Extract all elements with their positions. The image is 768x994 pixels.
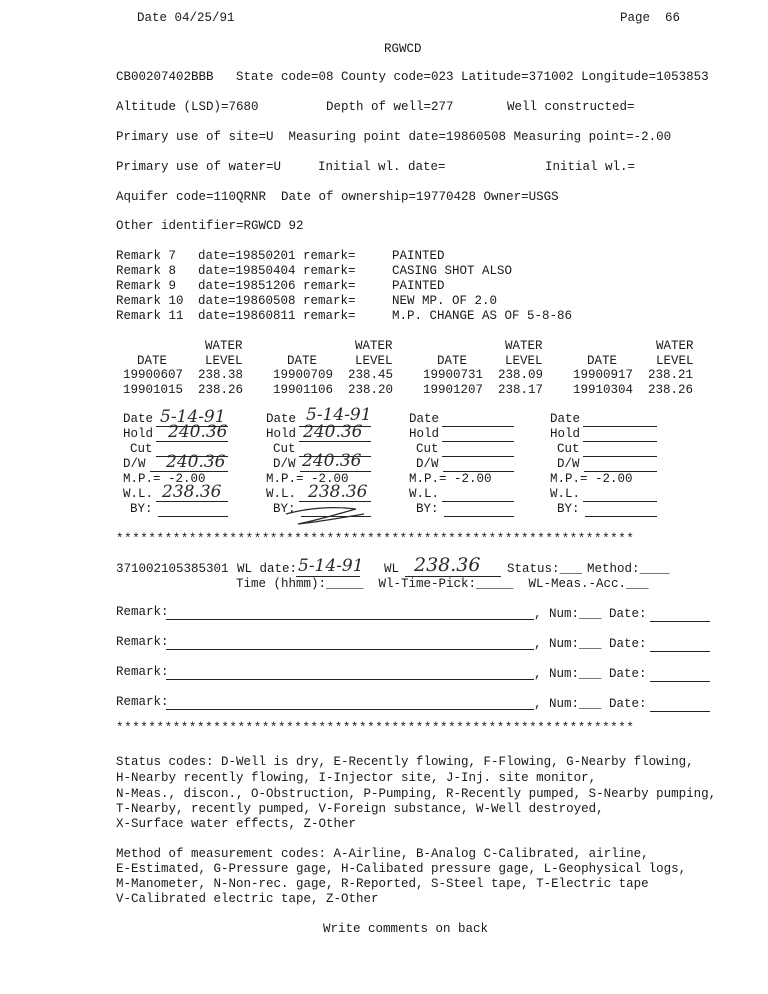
status-codes-line: H-Nearby recently flowing, I-Injector site, J-Inj. site monitor, xyxy=(116,771,597,785)
mp-label: M.P.= -2.00 xyxy=(409,472,492,486)
col-header-water: WATER xyxy=(355,339,393,353)
print-date: Date 04/25/91 xyxy=(137,11,235,25)
primary-use-water: Primary use of water=U xyxy=(116,160,282,174)
dw-label: D/W xyxy=(123,457,146,471)
agency-title: RGWCD xyxy=(384,42,422,56)
date-label: Date xyxy=(409,412,440,426)
cell-date: 19900731 xyxy=(423,368,484,382)
remark-entry-label: Remark: xyxy=(116,695,169,709)
col-header-water: WATER xyxy=(505,339,543,353)
remark-date-field[interactable] xyxy=(650,681,710,682)
cell-level: 238.17 xyxy=(498,383,544,397)
date-label: Date xyxy=(550,412,581,426)
cut-label: Cut xyxy=(416,442,439,456)
remark-date-label: Date: xyxy=(609,697,647,711)
hold-label: Hold xyxy=(123,427,154,441)
aquifer-line: Aquifer code=110QRNR Date of ownership=19770428 Owner=USGS xyxy=(116,190,559,204)
cell-level: 238.21 xyxy=(648,368,694,382)
cut-field-line[interactable] xyxy=(442,456,514,457)
hold-label: Hold xyxy=(550,427,581,441)
date-handwritten[interactable]: 5-14-91 xyxy=(160,407,226,427)
remark-num-field[interactable]: , Num:___ xyxy=(534,697,602,711)
measurement-site-id: 371002105385301 xyxy=(116,562,229,576)
remark-date: date=19860811 remark= xyxy=(198,309,356,323)
remark-date: date=19850404 remark= xyxy=(198,264,356,278)
cell-level: 238.20 xyxy=(348,383,394,397)
remark-date-label: Date: xyxy=(609,607,647,621)
remark-label: Remark 11 xyxy=(116,309,184,323)
mp-label: M.P.= -2.00 xyxy=(123,472,206,486)
cell-date: 19900607 xyxy=(123,368,184,382)
cell-level: 238.38 xyxy=(198,368,244,382)
footer-note: Write comments on back xyxy=(323,922,489,936)
wl-label: W.L. xyxy=(266,487,297,501)
remark-num-field[interactable]: , Num:___ xyxy=(534,607,602,621)
remark-text: NEW MP. OF 2.0 xyxy=(392,294,498,308)
dw-label: D/W xyxy=(416,457,439,471)
cut-field-line[interactable] xyxy=(583,456,657,457)
remark-entry-label: Remark: xyxy=(116,605,169,619)
wl-label: W.L. xyxy=(550,487,581,501)
primary-use-site: Primary use of site=U Measuring point date=19860508 Measuring point=-2.00 xyxy=(116,130,672,144)
date-field-line[interactable] xyxy=(442,426,514,427)
method-codes-line: Method of measurement codes: A-Airline, B-Analog C-Calibrated, airline, xyxy=(116,847,649,861)
remark-label: Remark 9 xyxy=(116,279,177,293)
status-codes-line: X-Surface water effects, Z-Other xyxy=(116,817,357,831)
wl-field-line[interactable] xyxy=(442,501,514,502)
remark-label: Remark 10 xyxy=(116,294,184,308)
signature-scribble xyxy=(278,500,378,530)
cell-level: 238.45 xyxy=(348,368,394,382)
remark-text: PAINTED xyxy=(392,279,445,293)
col-header-level: LEVEL xyxy=(505,354,543,368)
site-id-line: CB00207402BBB State code=08 County code=023 Latitude=371002 Longitude=1053853 xyxy=(116,70,709,84)
initial-wl: Initial wl.= xyxy=(545,160,636,174)
cell-date: 19900709 xyxy=(273,368,334,382)
wl-handwritten[interactable]: 238.36 xyxy=(308,482,368,502)
mp-label: M.P.= -2.00 xyxy=(266,472,349,486)
col-header-level: LEVEL xyxy=(355,354,393,368)
wl-date-label: WL date: xyxy=(237,562,298,576)
remark-label: Remark 8 xyxy=(116,264,177,278)
dw-handwritten[interactable]: 240.36 xyxy=(302,451,362,471)
date-label: Date xyxy=(266,412,297,426)
remark-entry-field[interactable] xyxy=(166,619,534,620)
cell-date: 19901106 xyxy=(273,383,334,397)
cut-label: Cut xyxy=(557,442,580,456)
method-codes-line: E-Estimated, G-Pressure gage, H-Calibated pressure gage, L-Geophysical logs, xyxy=(116,862,687,876)
remark-text: M.P. CHANGE AS OF 5-8-86 xyxy=(392,309,573,323)
remark-entry-field[interactable] xyxy=(166,649,534,650)
cell-level: 238.26 xyxy=(198,383,244,397)
remark-text: PAINTED xyxy=(392,249,445,263)
status-codes-line: N-Meas., discon., O-Obstruction, P-Pumping, R-Recently pumped, S-Nearby pumping, xyxy=(116,787,717,801)
method-codes-line: V-Calibrated electric tape, Z-Other xyxy=(116,892,379,906)
hold-label: Hold xyxy=(409,427,440,441)
by-label: BY: xyxy=(130,502,153,516)
wl-label: WL xyxy=(384,562,400,576)
remark-date: date=19851206 remark= xyxy=(198,279,356,293)
cell-level: 238.09 xyxy=(498,368,544,382)
remark-date-field[interactable] xyxy=(650,651,710,652)
cell-date: 19901015 xyxy=(123,383,184,397)
status-codes-line: T-Nearby, recently pumped, V-Foreign substance, W-Well destroyed, xyxy=(116,802,604,816)
remark-date-field[interactable] xyxy=(650,621,710,622)
depth-of-well: Depth of well=277 xyxy=(326,100,454,114)
status-codes-line: Status codes: D-Well is dry, E-Recently flowing, F-Flowing, G-Nearby flowing, xyxy=(116,755,694,769)
page-number: Page 66 xyxy=(620,11,681,25)
altitude: Altitude (LSD)=7680 xyxy=(116,100,259,114)
date-label: Date xyxy=(123,412,154,426)
time-pick-line[interactable]: Time (hhmm):_____ Wl-Time-Pick:_____ WL-Meas.-Acc.___ xyxy=(236,577,649,591)
col-header-water: WATER xyxy=(656,339,694,353)
cell-level: 238.26 xyxy=(648,383,694,397)
by-field-line[interactable] xyxy=(444,516,514,517)
cell-date: 19901207 xyxy=(423,383,484,397)
cut-label: Cut xyxy=(130,442,153,456)
status-field[interactable]: Status:___ xyxy=(507,562,583,576)
dw-label: D/W xyxy=(557,457,580,471)
remark-date: date=19860508 remark= xyxy=(198,294,356,308)
col-header-level: LEVEL xyxy=(205,354,243,368)
col-header-date: DATE xyxy=(137,354,168,368)
hold-handwritten[interactable]: 240.36 xyxy=(168,422,228,442)
col-header-level: LEVEL xyxy=(656,354,694,368)
hold-label: Hold xyxy=(266,427,297,441)
well-constructed: Well constructed= xyxy=(507,100,635,114)
hold-handwritten[interactable]: 240.36 xyxy=(303,422,363,442)
dw-handwritten[interactable]: 240.36 xyxy=(166,452,226,472)
remark-date: date=19850201 remark= xyxy=(198,249,356,263)
remark-num-field[interactable]: , Num:___ xyxy=(534,667,602,681)
separator-line: **************************************************************** xyxy=(116,532,635,546)
initial-wl-date: Initial wl. date= xyxy=(318,160,446,174)
remark-label: Remark 7 xyxy=(116,249,177,263)
wl-date-handwritten[interactable]: 5-14-91 xyxy=(298,556,364,576)
cell-date: 19910304 xyxy=(573,383,634,397)
wl-handwritten[interactable]: 238.36 xyxy=(162,482,222,502)
remark-date-field[interactable] xyxy=(650,711,710,712)
hold-field-line[interactable] xyxy=(583,441,657,442)
wl-field-line[interactable] xyxy=(583,501,657,502)
remark-date-label: Date: xyxy=(609,637,647,651)
by-field-line[interactable] xyxy=(585,516,657,517)
col-header-water: WATER xyxy=(205,339,243,353)
remark-entry-field[interactable] xyxy=(166,679,534,680)
by-field-line[interactable] xyxy=(158,516,228,517)
date-handwritten[interactable]: 5-14-91 xyxy=(306,405,372,425)
method-field[interactable]: Method:____ xyxy=(587,562,670,576)
wl-label: W.L. xyxy=(409,487,440,501)
hold-field-line[interactable] xyxy=(442,441,514,442)
other-identifier: Other identifier=RGWCD 92 xyxy=(116,219,304,233)
remark-text: CASING SHOT ALSO xyxy=(392,264,513,278)
by-label: BY: xyxy=(557,502,580,516)
wl-handwritten[interactable]: 238.36 xyxy=(414,554,481,576)
cut-label: Cut xyxy=(273,442,296,456)
remark-num-field[interactable]: , Num:___ xyxy=(534,637,602,651)
cell-date: 19900917 xyxy=(573,368,634,382)
dw-label: D/W xyxy=(273,457,296,471)
method-codes-line: M-Manometer, N-Non-rec. gage, R-Reported, S-Steel tape, T-Electric tape xyxy=(116,877,649,891)
col-header-date: DATE xyxy=(587,354,618,368)
separator-line: **************************************************************** xyxy=(116,721,635,735)
wl-label: W.L. xyxy=(123,487,154,501)
by-label: BY: xyxy=(416,502,439,516)
mp-label: M.P.= -2.00 xyxy=(550,472,633,486)
date-field-line[interactable] xyxy=(583,426,657,427)
remark-date-label: Date: xyxy=(609,667,647,681)
col-header-date: DATE xyxy=(437,354,468,368)
remark-entry-label: Remark: xyxy=(116,635,169,649)
remark-entry-field[interactable] xyxy=(166,709,534,710)
by-label: BY: xyxy=(273,502,296,516)
col-header-date: DATE xyxy=(287,354,318,368)
remark-entry-label: Remark: xyxy=(116,665,169,679)
